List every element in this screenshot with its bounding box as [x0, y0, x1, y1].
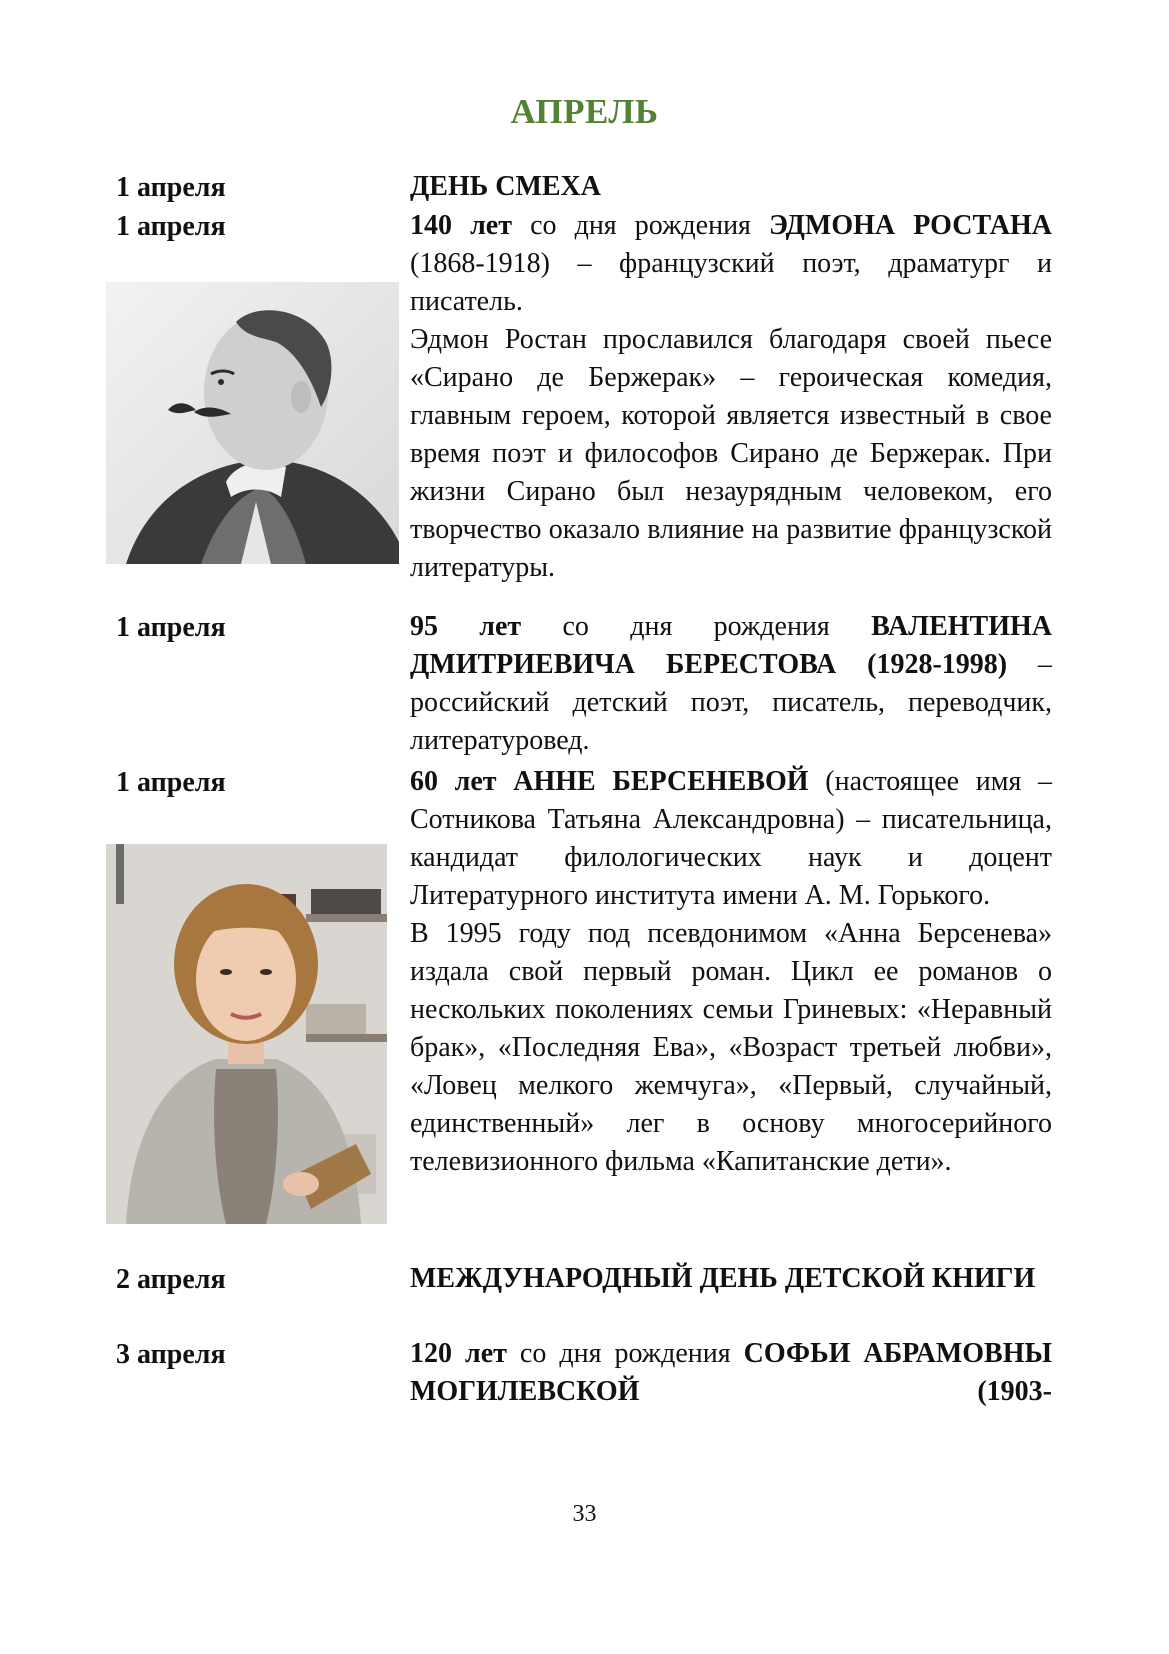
- entry-text: – российский детский поэт, писатель, переводчик, литературовед.: [410, 649, 1053, 756]
- entry-date: 1 апреля: [116, 211, 226, 242]
- entry-lead: 120 лет: [410, 1338, 507, 1369]
- berseneva-portrait: [106, 844, 387, 1224]
- entry-text: со дня рождения: [521, 611, 872, 642]
- entry-text: со дня рождения: [511, 210, 770, 241]
- entry-text: со дня рождения: [506, 1338, 744, 1369]
- entry-lead: 95 лет: [410, 611, 522, 642]
- entry-date: 3 апреля: [116, 1339, 226, 1370]
- entry-description: [410, 608, 1052, 760]
- rostand-portrait: [106, 282, 399, 564]
- entry-date: 1 апреля: [116, 767, 226, 798]
- entry-title: МЕЖДУНАРОДНЫЙ ДЕНЬ ДЕТСКОЙ КНИГИ: [410, 1263, 1036, 1294]
- entry-paragraph: В 1995 году под псевдонимом «Анна Берсенева» издала свой первый роман. Цикл ее романов о нескольких поколениях семьи Гриневых: «Неравный брак», «Последняя Ева», «Возраст третьей любви», «Ловец мелкого жемчуга», «Первый, случайный, единственный» лег в основу многосерийного телевизионного фильма «Капитанские дети».: [410, 918, 1052, 1177]
- entry-person-name: ЭДМОНА РОСТАНА: [769, 210, 1052, 241]
- entry-lead: 60 лет АННЕ БЕРСЕНЕВОЙ: [410, 766, 809, 797]
- page-title: АПРЕЛЬ: [510, 92, 659, 131]
- page-number: 33: [572, 1501, 597, 1527]
- entry-lead: 140 лет: [410, 210, 512, 241]
- entry-paragraph: Эдмон Ростан прославился благодаря своей пьесе «Сирано де Бержерак» – героическая комедия, главным героем, которой является известный в свое время поэт и философов Сирано де Бержерак. При жизни Сирано был незаурядным человеком, его творчество оказало влияние на развитие французской литературы.: [410, 324, 1052, 583]
- entry-person-name: СОФЬИ АБРАМОВНЫ МОГИЛЕВСКОЙ (1903-: [410, 1338, 1052, 1407]
- entry-date: 1 апреля: [116, 612, 226, 643]
- entry-text: (настоящее имя – Сотникова Татьяна Александровна) – писательница, кандидат филологических наук и доцент Литературного института имени А. М. Горького.: [410, 766, 1052, 911]
- entry-title: ДЕНЬ СМЕХА: [410, 171, 601, 202]
- entry-description: [410, 1335, 1052, 1411]
- entry-date: 2 апреля: [116, 1264, 226, 1295]
- entry-description: [410, 168, 1052, 206]
- entry-description: [410, 1260, 1052, 1298]
- entry-date: 1 апреля: [116, 172, 226, 203]
- entry-person-name: ВАЛЕНТИНА ДМИТРИЕВИЧА БЕРЕСТОВА (1928-1998): [410, 611, 1052, 680]
- entry-description: [410, 763, 1052, 1181]
- entry-description: [410, 207, 1052, 587]
- entry-text: (1868-1918) – французский поэт, драматург и писатель.: [410, 248, 1052, 317]
